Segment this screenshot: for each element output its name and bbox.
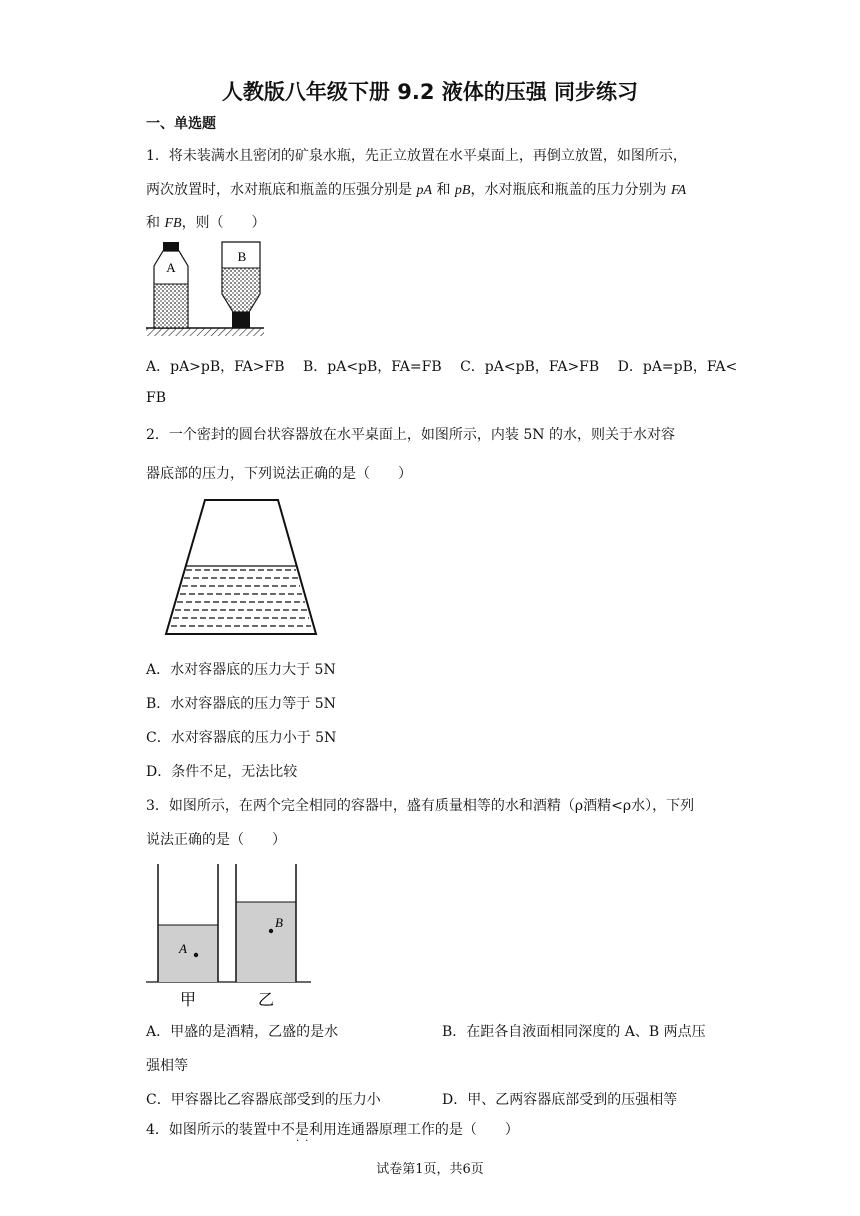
- q3-containers-figure: [146, 862, 316, 1012]
- container-label-jia: 甲: [179, 990, 197, 1009]
- q4-text-line1: 4．如图所示的装置中不是利用连通器原理工作的是（ ）: [146, 1122, 519, 1138]
- point-label-a: A: [179, 941, 187, 956]
- q2-option-c: C．水对容器底的压力小于 5N: [146, 730, 337, 746]
- page-title: 人教版八年级下册 9.2 液体的压强 同步练习: [221, 80, 639, 104]
- q2-option-d: D．条件不足，无法比较: [146, 764, 298, 780]
- q3-text-line1: 3．如图所示，在两个完全相同的容器中，盛有质量相等的水和酒精（ρ酒精<ρ水），下列: [146, 798, 695, 814]
- q1-bottles-figure: [146, 238, 266, 338]
- q1-text-line1: 1．将未装满水且密闭的矿泉水瓶，先正立放置在水平桌面上，再倒立放置，如图所示，: [146, 148, 687, 164]
- q3-option-c: C．甲容器比乙容器底部受到的压力小: [146, 1092, 381, 1108]
- container-label-yi: 乙: [257, 990, 275, 1009]
- section-heading: 一、单选题: [146, 116, 216, 132]
- q3-option-b-wrap: 强相等: [146, 1058, 188, 1074]
- q3-text-line2: 说法正确的是（ ）: [146, 832, 286, 848]
- q1-text-line2: 两次放置时，水对瓶底和瓶盖的压强分别是 pA 和 pB，水对瓶底和瓶盖的压力分别为 FA: [146, 182, 687, 198]
- q1-options: A．pA>pB，FA>FB B．pA<pB，FA=FB C．pA<pB，FA>FB D．pA=pB，FA<: [146, 359, 738, 375]
- q2-text-line1: 2．一个密封的圆台状容器放在水平桌面上，如图所示，内装 5N 的水，则关于水对容: [146, 427, 675, 443]
- page-footer: 试卷第1页，共6页: [376, 1162, 484, 1177]
- q2-option-b: B．水对容器底的压力等于 5N: [146, 696, 336, 712]
- q3-option-a: A．甲盛的是酒精，乙盛的是水: [146, 1024, 339, 1040]
- q2-text-line2: 器底部的压力，下列说法正确的是（ ）: [146, 466, 412, 482]
- q1-text-line3: 和 FB，则（ ）: [146, 215, 266, 231]
- bottle-label-b: B: [237, 249, 247, 264]
- emphasis-dots: ·​·: [296, 1136, 315, 1147]
- q2-frustum-figure: [160, 498, 320, 638]
- q1-options-wrap: FB: [146, 390, 167, 406]
- bottle-label-a: A: [166, 260, 176, 275]
- q3-option-d: D．甲、乙两容器底部受到的压强相等: [442, 1092, 678, 1108]
- point-label-b: B: [275, 915, 283, 930]
- q2-option-a: A．水对容器底的压力大于 5N: [146, 662, 336, 678]
- q3-option-b: B．在距各自液面相同深度的 A、B 两点压: [442, 1024, 706, 1040]
